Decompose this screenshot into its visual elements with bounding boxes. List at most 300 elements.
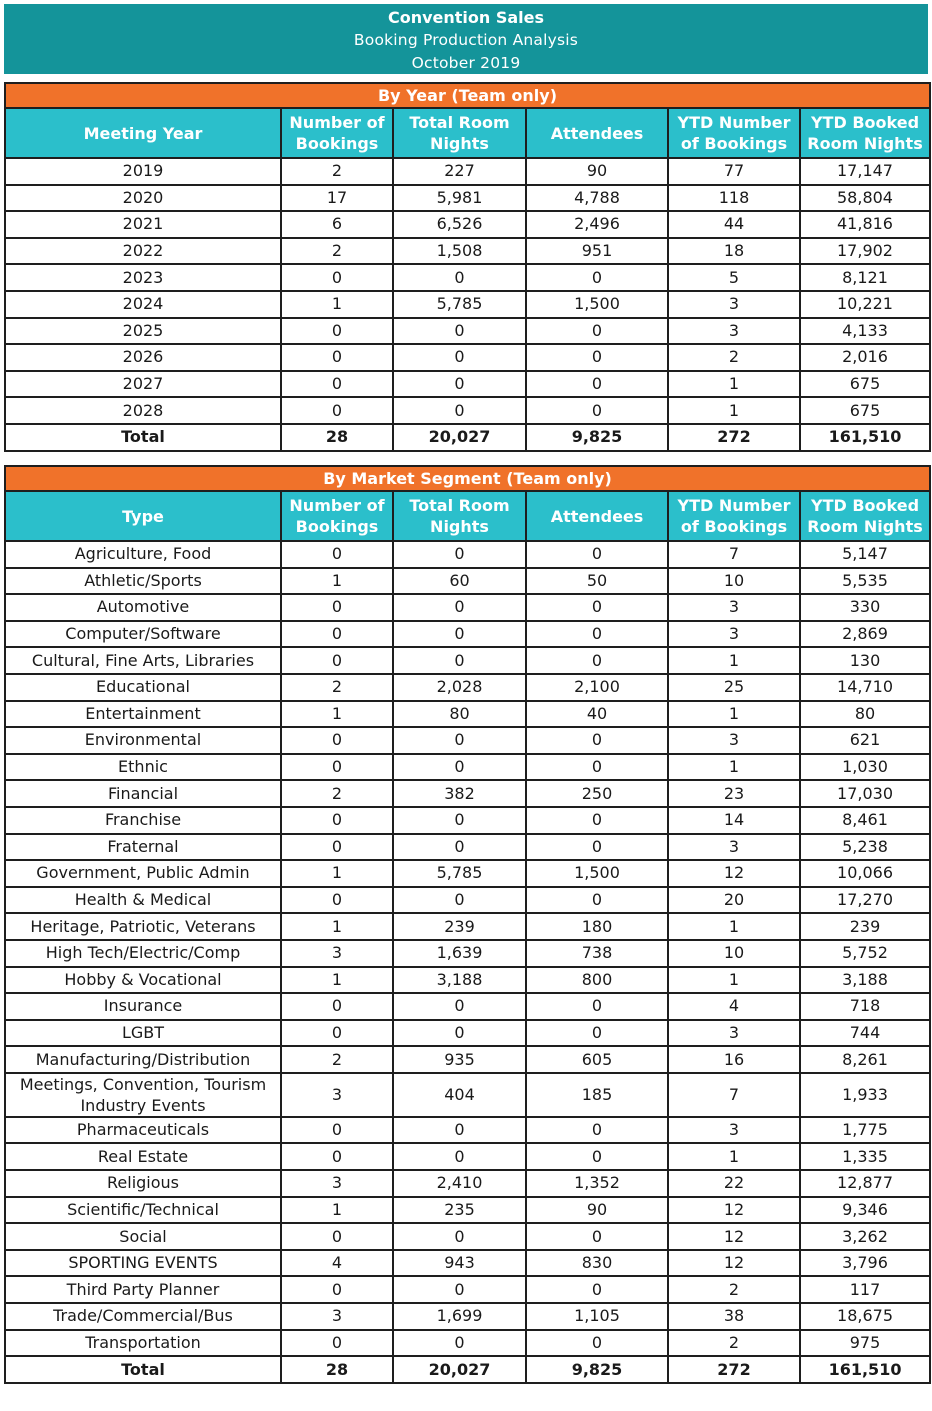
table-cell: 0 xyxy=(526,807,668,834)
table-cell: 118 xyxy=(668,185,800,212)
table-cell: 16 xyxy=(668,1046,800,1073)
table-cell: 23 xyxy=(668,780,800,807)
table-cell: Franchise xyxy=(5,807,281,834)
table-cell: 10,066 xyxy=(800,860,930,887)
table-row xyxy=(5,1276,930,1303)
table-cell: 1 xyxy=(281,291,393,318)
table-cell: 0 xyxy=(281,541,393,568)
table-cell: Automotive xyxy=(5,594,281,621)
total-cell: 28 xyxy=(281,424,393,451)
table-cell: 0 xyxy=(281,754,393,781)
table-cell: 239 xyxy=(800,913,930,940)
table-cell: 0 xyxy=(526,1117,668,1144)
table-cell: 3 xyxy=(668,834,800,861)
table-cell: 2021 xyxy=(5,211,281,238)
table-cell: 1 xyxy=(668,397,800,424)
report-period: October 2019 xyxy=(411,54,521,72)
table-cell: 2028 xyxy=(5,397,281,424)
table-cell: 951 xyxy=(526,238,668,265)
table-cell: SPORTING EVENTS xyxy=(5,1250,281,1277)
table-row xyxy=(5,913,930,940)
table-cell: 0 xyxy=(526,1223,668,1250)
table-row xyxy=(5,621,930,648)
table-cell: 0 xyxy=(393,1223,526,1250)
table-row xyxy=(5,940,930,967)
table-cell: 675 xyxy=(800,397,930,424)
table-row xyxy=(5,860,930,887)
table-cell: 2,496 xyxy=(526,211,668,238)
table-cell: High Tech/Electric/Comp xyxy=(5,940,281,967)
table-cell: 8,461 xyxy=(800,807,930,834)
table-row xyxy=(5,211,930,238)
table-cell: 0 xyxy=(281,1330,393,1357)
table-cell: Transportation xyxy=(5,1330,281,1357)
table-cell: 3 xyxy=(668,621,800,648)
table-cell: 90 xyxy=(526,1197,668,1224)
table-cell: 1,508 xyxy=(393,238,526,265)
table-row xyxy=(5,1223,930,1250)
table-cell: 800 xyxy=(526,967,668,994)
table-cell: 1 xyxy=(668,371,800,398)
table-cell: 2,410 xyxy=(393,1170,526,1197)
table-cell: 5,238 xyxy=(800,834,930,861)
table-cell: 18 xyxy=(668,238,800,265)
table-cell: 5,785 xyxy=(393,860,526,887)
table-cell: 2019 xyxy=(5,158,281,185)
by-segment-table xyxy=(4,465,931,1384)
table-cell: 738 xyxy=(526,940,668,967)
table-cell: 17,030 xyxy=(800,780,930,807)
table-cell: 2 xyxy=(281,1046,393,1073)
table-cell: 1 xyxy=(281,913,393,940)
table-cell: 0 xyxy=(281,397,393,424)
table-cell: 718 xyxy=(800,993,930,1020)
total-cell: Total xyxy=(5,1356,281,1383)
table-cell: 1 xyxy=(668,647,800,674)
table-cell: 2 xyxy=(668,344,800,371)
table-cell: 0 xyxy=(526,344,668,371)
table-cell: 22 xyxy=(668,1170,800,1197)
table-cell: 975 xyxy=(800,1330,930,1357)
table-cell: 3 xyxy=(668,727,800,754)
total-cell: 272 xyxy=(668,1356,800,1383)
table-cell: Third Party Planner xyxy=(5,1276,281,1303)
table-cell: 0 xyxy=(526,1020,668,1047)
table-cell: 0 xyxy=(281,1143,393,1170)
table-cell: Trade/Commercial/Bus xyxy=(5,1303,281,1330)
column-header: YTD Booked Room Nights xyxy=(800,108,930,158)
table-cell: 3 xyxy=(668,1020,800,1047)
by-year-header-row xyxy=(5,108,930,158)
table-cell: 7 xyxy=(668,1073,800,1117)
table-cell: 2 xyxy=(668,1330,800,1357)
table-cell: Pharmaceuticals xyxy=(5,1117,281,1144)
table-cell: 4 xyxy=(668,993,800,1020)
table-cell: 1 xyxy=(281,860,393,887)
table-cell: Government, Public Admin xyxy=(5,860,281,887)
table-cell: 0 xyxy=(393,1020,526,1047)
table-cell: Fraternal xyxy=(5,834,281,861)
report-subtitle: Booking Production Analysis xyxy=(353,31,579,49)
table-cell: 0 xyxy=(281,264,393,291)
table-cell: 2 xyxy=(281,158,393,185)
table-cell: 8,261 xyxy=(800,1046,930,1073)
table-cell: 605 xyxy=(526,1046,668,1073)
table-cell: 0 xyxy=(281,344,393,371)
total-cell: 161,510 xyxy=(800,1356,930,1383)
table-cell: 2,100 xyxy=(526,674,668,701)
table-cell: 830 xyxy=(526,1250,668,1277)
table-cell: 4,133 xyxy=(800,318,930,345)
table-cell: 404 xyxy=(393,1073,526,1117)
table-cell: 0 xyxy=(281,834,393,861)
table-cell: 7 xyxy=(668,541,800,568)
table-cell: 0 xyxy=(393,834,526,861)
table-cell: Insurance xyxy=(5,993,281,1020)
table-cell: 12,877 xyxy=(800,1170,930,1197)
by-segment-header-row xyxy=(5,491,930,541)
table-row xyxy=(5,701,930,728)
table-cell: 0 xyxy=(281,993,393,1020)
table-row xyxy=(5,1250,930,1277)
table-cell: 14,710 xyxy=(800,674,930,701)
table-cell: 2,016 xyxy=(800,344,930,371)
table-cell: Scientific/Technical xyxy=(5,1197,281,1224)
table-cell: 17,270 xyxy=(800,887,930,914)
table-cell: 0 xyxy=(281,1223,393,1250)
table-cell: 0 xyxy=(526,541,668,568)
table-cell: 0 xyxy=(526,1330,668,1357)
total-cell: Total xyxy=(5,424,281,451)
table-cell: 1 xyxy=(668,913,800,940)
table-cell: 1,775 xyxy=(800,1117,930,1144)
table-cell: 6,526 xyxy=(393,211,526,238)
table-row xyxy=(5,318,930,345)
table-cell: 38 xyxy=(668,1303,800,1330)
table-cell: Real Estate xyxy=(5,1143,281,1170)
table-cell: 41,816 xyxy=(800,211,930,238)
table-cell: 1,699 xyxy=(393,1303,526,1330)
table-row xyxy=(5,1046,930,1073)
table-cell: 58,804 xyxy=(800,185,930,212)
table-cell: 0 xyxy=(393,541,526,568)
column-header: Total Room Nights xyxy=(393,108,526,158)
table-cell: Meetings, Convention, Tourism Industry Events xyxy=(5,1073,281,1117)
table-cell: 3 xyxy=(281,940,393,967)
table-cell: 0 xyxy=(281,1276,393,1303)
table-cell: LGBT xyxy=(5,1020,281,1047)
table-cell: 0 xyxy=(526,647,668,674)
table-cell: 0 xyxy=(281,1117,393,1144)
table-cell: 12 xyxy=(668,1250,800,1277)
table-row xyxy=(5,264,930,291)
table-row xyxy=(5,754,930,781)
table-row xyxy=(5,594,930,621)
table-cell: 3,796 xyxy=(800,1250,930,1277)
total-cell: 20,027 xyxy=(393,1356,526,1383)
table-cell: 8,121 xyxy=(800,264,930,291)
table-cell: 2027 xyxy=(5,371,281,398)
table-row xyxy=(5,291,930,318)
table-cell: 1,639 xyxy=(393,940,526,967)
column-header: Number of Bookings xyxy=(281,491,393,541)
table-cell: 5 xyxy=(668,264,800,291)
total-cell: 28 xyxy=(281,1356,393,1383)
table-row xyxy=(5,780,930,807)
table-cell: 2024 xyxy=(5,291,281,318)
table-cell: 2025 xyxy=(5,318,281,345)
table-row xyxy=(5,1117,930,1144)
table-row xyxy=(5,238,930,265)
table-cell: 5,981 xyxy=(393,185,526,212)
table-row xyxy=(5,568,930,595)
column-header: Type xyxy=(5,491,281,541)
table-cell: 5,147 xyxy=(800,541,930,568)
table-cell: 0 xyxy=(281,727,393,754)
table-cell: 10 xyxy=(668,940,800,967)
table-cell: 18,675 xyxy=(800,1303,930,1330)
column-header: YTD Booked Room Nights xyxy=(800,491,930,541)
table-cell: 4 xyxy=(281,1250,393,1277)
table-cell: 744 xyxy=(800,1020,930,1047)
table-cell: 3,262 xyxy=(800,1223,930,1250)
table-cell: 0 xyxy=(526,834,668,861)
table-cell: 130 xyxy=(800,647,930,674)
column-header: Attendees xyxy=(526,491,668,541)
table-cell: 1,105 xyxy=(526,1303,668,1330)
table-cell: Religious xyxy=(5,1170,281,1197)
table-cell: 17,902 xyxy=(800,238,930,265)
table-cell: 185 xyxy=(526,1073,668,1117)
table-cell: 0 xyxy=(393,1143,526,1170)
table-cell: 0 xyxy=(526,318,668,345)
table-cell: Entertainment xyxy=(5,701,281,728)
table-cell: Ethnic xyxy=(5,754,281,781)
by-year-table xyxy=(4,82,931,452)
table-cell: 0 xyxy=(393,887,526,914)
table-cell: 1,500 xyxy=(526,860,668,887)
column-header: YTD Number of Bookings xyxy=(668,108,800,158)
table-cell: 180 xyxy=(526,913,668,940)
table-cell: 235 xyxy=(393,1197,526,1224)
table-cell: 0 xyxy=(281,807,393,834)
table-cell: 0 xyxy=(281,621,393,648)
table-cell: 5,752 xyxy=(800,940,930,967)
table-cell: 0 xyxy=(393,264,526,291)
table-cell: 3,188 xyxy=(800,967,930,994)
table-cell: 0 xyxy=(526,264,668,291)
table-row xyxy=(5,1143,930,1170)
table-cell: 17 xyxy=(281,185,393,212)
table-row xyxy=(5,158,930,185)
table-cell: 0 xyxy=(281,887,393,914)
table-cell: 2 xyxy=(281,238,393,265)
table-cell: 3,188 xyxy=(393,967,526,994)
table-cell: 250 xyxy=(526,780,668,807)
table-cell: 943 xyxy=(393,1250,526,1277)
column-header: Meeting Year xyxy=(5,108,281,158)
table-cell: Manufacturing/Distribution xyxy=(5,1046,281,1073)
table-cell: 1 xyxy=(668,967,800,994)
table-cell: 50 xyxy=(526,568,668,595)
table-cell: Cultural, Fine Arts, Libraries xyxy=(5,647,281,674)
total-cell: 272 xyxy=(668,424,800,451)
table-row xyxy=(5,185,930,212)
table-cell: 4,788 xyxy=(526,185,668,212)
table-cell: 2026 xyxy=(5,344,281,371)
table-cell: 0 xyxy=(393,344,526,371)
table-cell: 0 xyxy=(526,993,668,1020)
table-cell: 239 xyxy=(393,913,526,940)
table-cell: 3 xyxy=(281,1073,393,1117)
table-row xyxy=(5,834,930,861)
table-cell: 0 xyxy=(393,754,526,781)
table-cell: 5,535 xyxy=(800,568,930,595)
table-cell: 3 xyxy=(668,291,800,318)
table-row xyxy=(5,1303,930,1330)
table-cell: 0 xyxy=(526,727,668,754)
table-cell: 0 xyxy=(393,594,526,621)
table-row xyxy=(5,1073,930,1117)
table-cell: 60 xyxy=(393,568,526,595)
table-row xyxy=(5,993,930,1020)
table-cell: 0 xyxy=(526,887,668,914)
table-cell: Hobby & Vocational xyxy=(5,967,281,994)
table-cell: 0 xyxy=(526,397,668,424)
table-cell: 1,335 xyxy=(800,1143,930,1170)
table-cell: 10,221 xyxy=(800,291,930,318)
table-row xyxy=(5,371,930,398)
table-row xyxy=(5,397,930,424)
table-cell: 0 xyxy=(526,594,668,621)
table-row xyxy=(5,344,930,371)
table-cell: 0 xyxy=(281,318,393,345)
table-row xyxy=(5,887,930,914)
table-cell: 935 xyxy=(393,1046,526,1073)
table-cell: Educational xyxy=(5,674,281,701)
total-cell: 9,825 xyxy=(526,1356,668,1383)
table-cell: 382 xyxy=(393,780,526,807)
table-cell: Computer/Software xyxy=(5,621,281,648)
table-cell: 227 xyxy=(393,158,526,185)
table-cell: 0 xyxy=(393,1330,526,1357)
table-cell: 1,933 xyxy=(800,1073,930,1117)
table-row xyxy=(5,807,930,834)
table-row xyxy=(5,967,930,994)
table-cell: 10 xyxy=(668,568,800,595)
table-cell: Agriculture, Food xyxy=(5,541,281,568)
table-cell: 1 xyxy=(281,967,393,994)
table-cell: 6 xyxy=(281,211,393,238)
table-cell: 330 xyxy=(800,594,930,621)
table-cell: 12 xyxy=(668,1197,800,1224)
table-cell: 0 xyxy=(393,371,526,398)
table-cell: 1 xyxy=(281,1197,393,1224)
table-cell: 9,346 xyxy=(800,1197,930,1224)
table-cell: 1 xyxy=(668,754,800,781)
table-cell: 2,028 xyxy=(393,674,526,701)
table-cell: 2022 xyxy=(5,238,281,265)
table-cell: 0 xyxy=(281,371,393,398)
table-row xyxy=(5,1330,930,1357)
table-cell: 2023 xyxy=(5,264,281,291)
table-row xyxy=(5,674,930,701)
table-cell: 17,147 xyxy=(800,158,930,185)
table-cell: 14 xyxy=(668,807,800,834)
table-cell: 20 xyxy=(668,887,800,914)
report-header xyxy=(4,4,928,74)
table-cell: 3 xyxy=(281,1303,393,1330)
table-cell: 12 xyxy=(668,1223,800,1250)
table-row xyxy=(5,647,930,674)
table-cell: 0 xyxy=(393,647,526,674)
table-cell: 0 xyxy=(393,993,526,1020)
table-cell: Environmental xyxy=(5,727,281,754)
table-cell: 77 xyxy=(668,158,800,185)
table-cell: 0 xyxy=(393,318,526,345)
table-cell: 675 xyxy=(800,371,930,398)
table-cell: 2,869 xyxy=(800,621,930,648)
table-cell: 2 xyxy=(281,674,393,701)
by-segment-section-title: By Market Segment (Team only) xyxy=(5,466,930,491)
total-cell: 161,510 xyxy=(800,424,930,451)
column-header: Number of Bookings xyxy=(281,108,393,158)
table-cell: 80 xyxy=(393,701,526,728)
total-cell: 9,825 xyxy=(526,424,668,451)
table-cell: 621 xyxy=(800,727,930,754)
table-cell: Social xyxy=(5,1223,281,1250)
table-cell: 0 xyxy=(526,754,668,781)
table-cell: 3 xyxy=(668,594,800,621)
table-cell: 2 xyxy=(668,1276,800,1303)
table-cell: 0 xyxy=(393,1117,526,1144)
table-cell: Heritage, Patriotic, Veterans xyxy=(5,913,281,940)
table-cell: 0 xyxy=(526,371,668,398)
table-cell: Financial xyxy=(5,780,281,807)
table-cell: 1 xyxy=(281,701,393,728)
table-cell: Athletic/Sports xyxy=(5,568,281,595)
table-row xyxy=(5,1020,930,1047)
by-year-section-title: By Year (Team only) xyxy=(5,83,930,108)
column-header: Attendees xyxy=(526,108,668,158)
table-cell: 3 xyxy=(668,1117,800,1144)
table-cell: 0 xyxy=(393,727,526,754)
total-cell: 20,027 xyxy=(393,424,526,451)
table-cell: 90 xyxy=(526,158,668,185)
table-cell: 0 xyxy=(281,647,393,674)
table-row xyxy=(5,727,930,754)
table-cell: 1 xyxy=(668,1143,800,1170)
table-cell: 1 xyxy=(281,568,393,595)
table-cell: 2 xyxy=(281,780,393,807)
table-row xyxy=(5,1197,930,1224)
table-cell: 0 xyxy=(393,621,526,648)
table-cell: 1,352 xyxy=(526,1170,668,1197)
table-cell: 0 xyxy=(281,1020,393,1047)
table-cell: 44 xyxy=(668,211,800,238)
table-cell: 5,785 xyxy=(393,291,526,318)
table-cell: 0 xyxy=(526,1276,668,1303)
table-cell: 1,500 xyxy=(526,291,668,318)
report-title: Convention Sales xyxy=(387,8,545,27)
table-cell: 0 xyxy=(393,807,526,834)
column-header: YTD Number of Bookings xyxy=(668,491,800,541)
table-cell: 12 xyxy=(668,860,800,887)
table-cell: 0 xyxy=(281,594,393,621)
table-cell: 0 xyxy=(526,621,668,648)
total-row xyxy=(5,1356,930,1383)
table-cell: 2020 xyxy=(5,185,281,212)
